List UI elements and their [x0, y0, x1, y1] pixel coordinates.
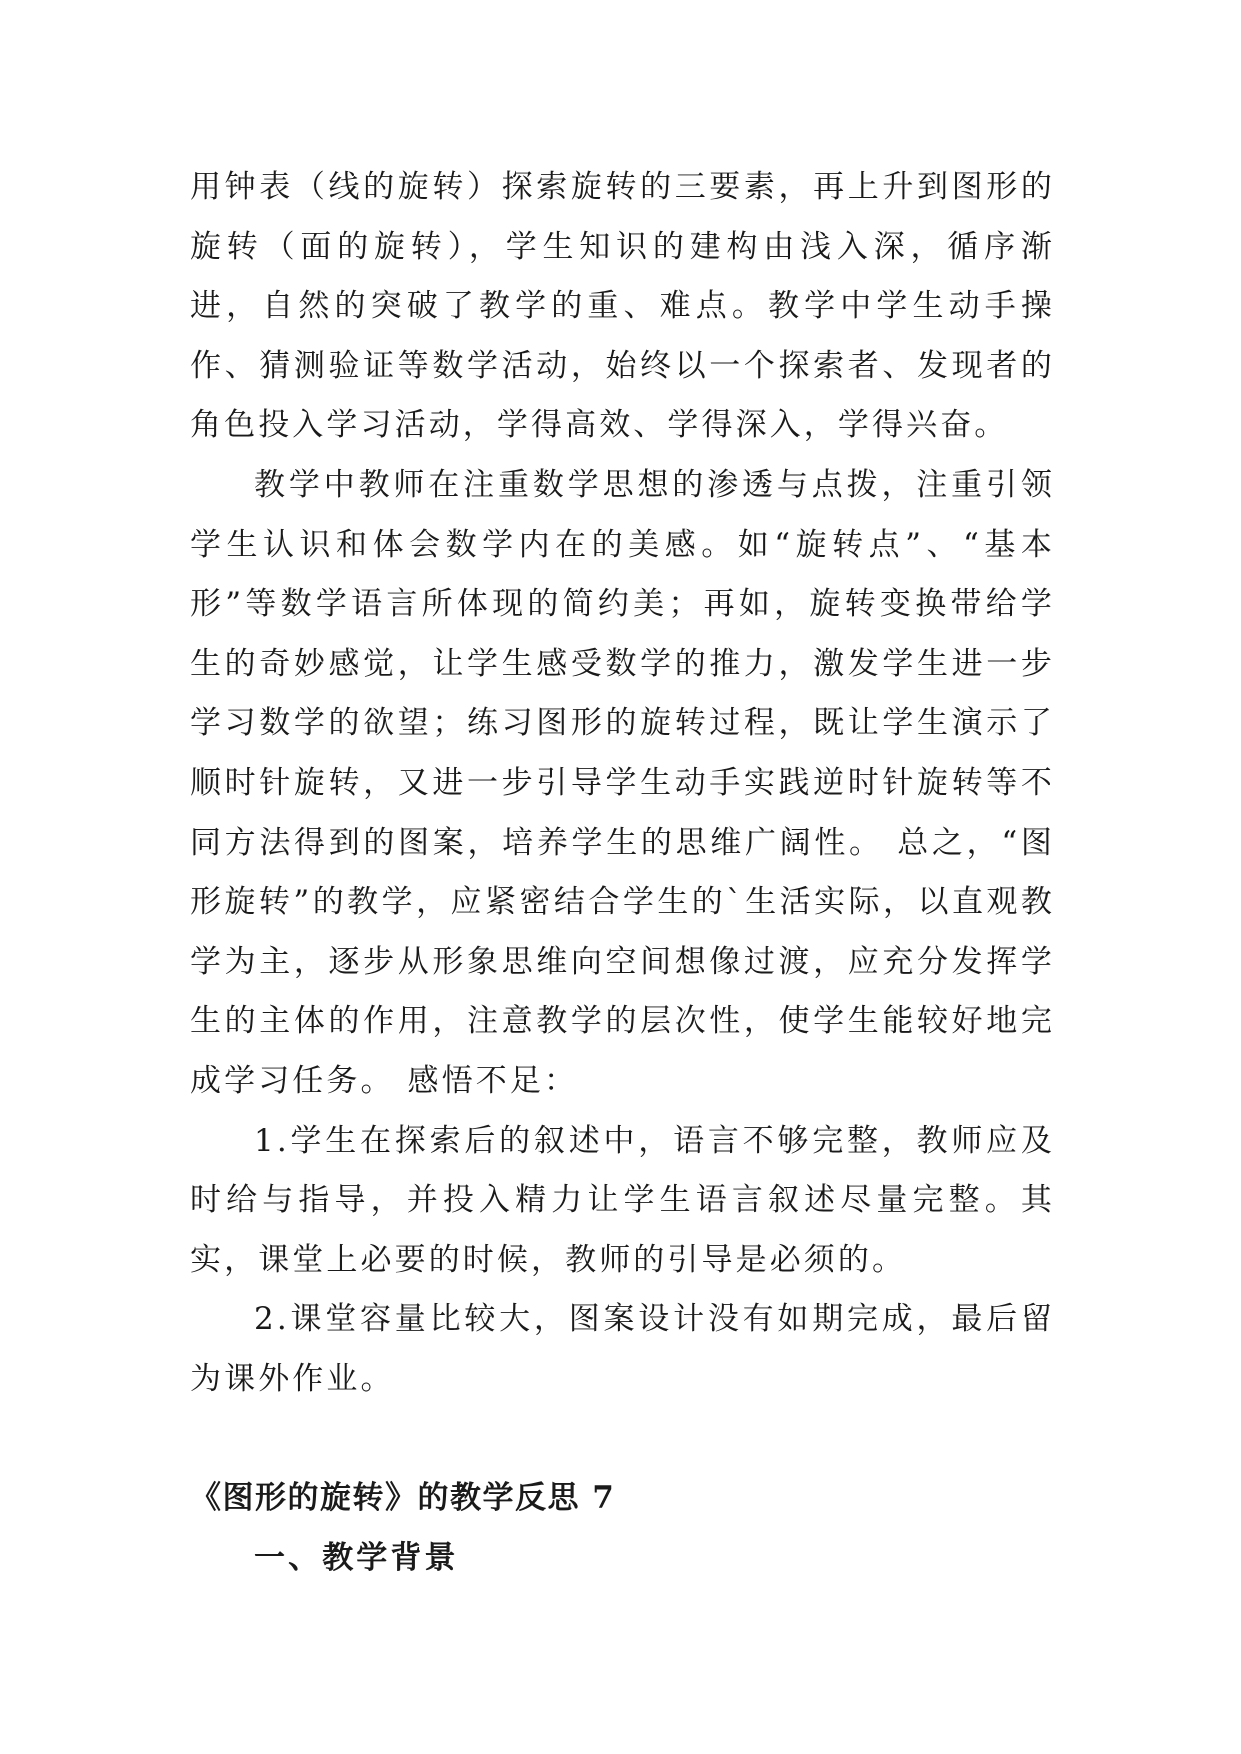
paragraph-shortcoming-1: 1.学生在探索后的叙述中，语言不够完整，教师应及时给与指导，并投入精力让学生语言叙述尽量完整。其实，课堂上必要的时候，教师的引导是必须的。	[190, 1122, 1055, 1278]
paragraph-teaching-reflection: 教学中教师在注重数学思想的渗透与点拨，注重引领学生认识和体会数学内在的美感。如“旋转点”、“基本形”等数学语言所体现的简约美；再如，旋转变换带给学生的奇妙感觉，让学生感受数学的推力，激发学生进一步学习数学的欲望；练习图形的旋转过程，既让学生演示了顺时针旋转，又进一步引导学生动手实践逆时针旋转等不同方法得到的图案，培养学生的思维广阔性。 总之，“图形旋转”的教学，应紧密结合学生的`生活实际，以直观教学为主，逐步从形象思维向空间想像过渡，应充分发挥学生的主体的作用，注意教学的层次性，使学生能较好地完成学习任务。 感悟不足：	[190, 466, 1055, 1099]
section-spacer	[190, 1409, 1055, 1469]
paragraph-shortcoming-2: 2.课堂容量比较大，图案设计没有如期完成，最后留为课外作业。	[190, 1301, 1055, 1397]
subsection-title: 一、教学背景	[254, 1540, 459, 1577]
section-title: 《图形的旋转》的教学反思 7	[190, 1480, 616, 1517]
paragraph-teaching-process: 用钟表（线的旋转）探索旋转的三要素，再上升到图形的旋转（面的旋转），学生知识的建构由浅入深，循序渐进，自然的突破了教学的重、难点。教学中学生动手操作、猜测验证等数学活动，始终以一个探索者、发现者的角色投入学习活动，学得高效、学得深入，学得兴奋。	[190, 169, 1055, 444]
document-page	[190, 158, 1055, 1589]
